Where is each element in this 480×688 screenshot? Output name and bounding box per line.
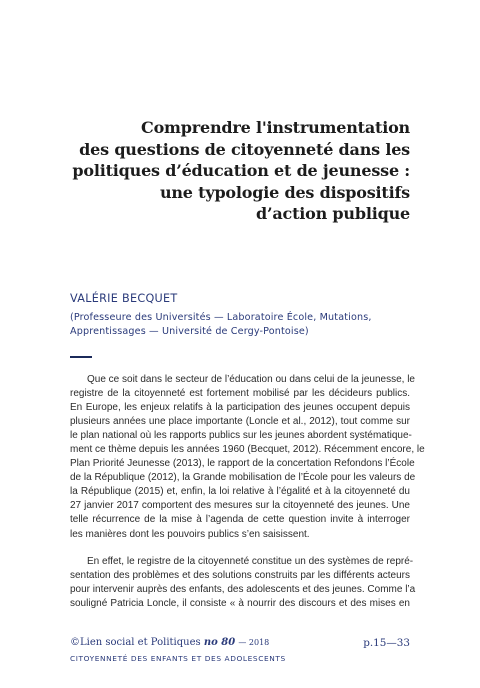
title-line: d’action publique bbox=[256, 204, 410, 223]
text-line: En Europe, les enjeux relatifs à la participation des jeunes occupent depuis bbox=[70, 402, 410, 414]
text-line: plusieurs années une place importante (Loncle et al., 2012), tout comme sur bbox=[70, 416, 410, 428]
author-affiliation bbox=[70, 311, 415, 339]
text-line: la République (2015) et, enfin, la loi relative à l’égalité et à la citoyenneté du bbox=[70, 486, 410, 498]
body-paragraph-2 bbox=[70, 555, 416, 611]
text-line: les manières dont les pouvoirs publics s’en saisissent. bbox=[70, 528, 310, 540]
author-name: VALÉRIE BECQUET bbox=[70, 292, 178, 305]
text-line: sentation des problèmes et des solutions construits par les différents acteurs bbox=[70, 570, 410, 582]
title-line: des questions de citoyenneté dans les bbox=[79, 139, 410, 159]
text-line: En effet, le registre de la citoyenneté constitue un des systèmes de repré- bbox=[87, 556, 414, 567]
text-line: Plan Priorité Jeunesse (2013), le rapport de la concertation Refondons l’École bbox=[70, 458, 415, 470]
affiliation-line: Apprentissages — Université de Cergy-Pontoise) bbox=[70, 326, 309, 337]
text-line: souligné Patricia Loncle, il consiste « à nourrir des discours et des mises en bbox=[70, 598, 410, 610]
text-line: pour intervenir auprès des enfants, des adolescents et des jeunes. Comme l’a bbox=[70, 584, 416, 596]
body-paragraph-1 bbox=[70, 373, 425, 542]
journal-name: ©Lien social et Politiques bbox=[70, 637, 201, 648]
text-line: Que ce soit dans le secteur de l’éducation ou dans celui de la jeunesse, le bbox=[87, 374, 415, 385]
text-line: de la République (2012), la Grande mobilisation de l’École pour les valeurs de bbox=[70, 472, 416, 484]
issue-number: no 80 bbox=[203, 637, 236, 648]
journal-citation bbox=[70, 637, 269, 648]
text-line: telle récurrence de la mise à l’agenda de cette question invite à interroger bbox=[70, 514, 410, 526]
text-line: le plan national où les rapports publics sur les jeunes abordent systématique- bbox=[70, 430, 412, 442]
text-line: ment ce thème depuis les années 1960 (Becquet, 2012). Récemment encore, le bbox=[70, 444, 425, 456]
page-range: p.15—33 bbox=[363, 637, 410, 649]
text-line: registre de la citoyenneté est fortement mobilisé par les décideurs publics. bbox=[70, 388, 410, 400]
affiliation-line: (Professeure des Universités — Laboratoire École, Mutations, bbox=[70, 312, 372, 323]
article-title bbox=[50, 117, 410, 225]
issue-theme: CITOYENNETÉ DES ENFANTS ET DES ADOLESCENTS bbox=[70, 654, 286, 663]
title-line: une typologie des dispositifs bbox=[159, 182, 410, 202]
title-line: Comprendre l'instrumentation bbox=[141, 118, 410, 137]
title-line: politiques d’éducation et de jeunesse : bbox=[72, 161, 410, 180]
text-line: 27 janvier 2017 comportent des mesures sur la citoyenneté des jeunes. Une bbox=[70, 500, 410, 512]
publication-year: — 2018 bbox=[238, 638, 270, 647]
section-divider bbox=[70, 356, 92, 358]
